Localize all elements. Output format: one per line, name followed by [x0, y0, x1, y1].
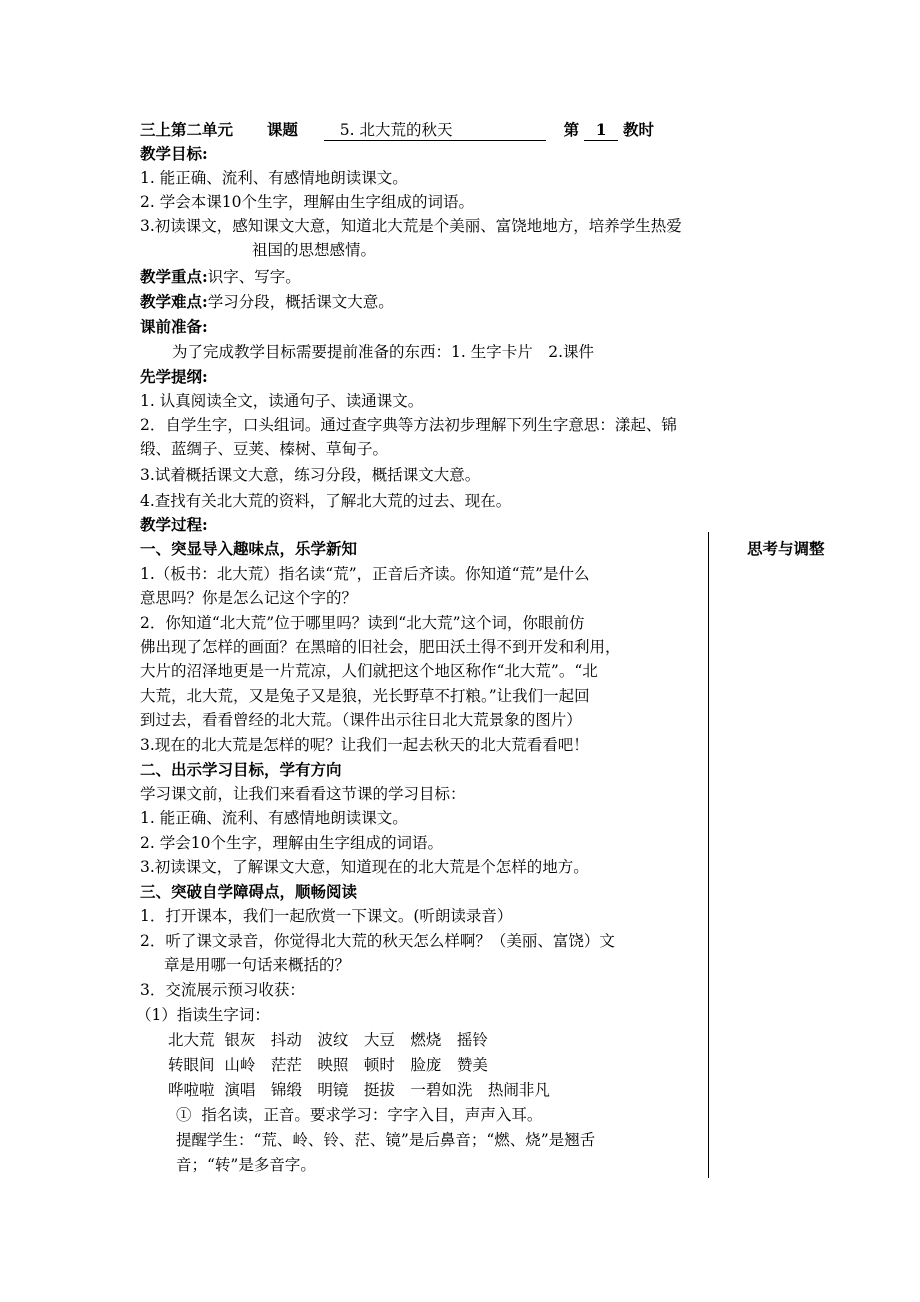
- objective-item: 1. 能正确、流利、有感情地朗读课文。: [140, 169, 408, 187]
- preparation-text: 为了完成教学目标需要提前准备的东西：1. 生字卡片 2.课件: [172, 343, 595, 361]
- preparation-heading: 课前准备:: [140, 317, 208, 336]
- objective-item: 3.初读课文，感知课文大意，知道北大荒是个美丽、富饶地地方，培养学生热爱: [140, 217, 682, 235]
- process-line: 学习课文前，让我们来看看这节课的学习目标：: [140, 785, 466, 803]
- objective-item-continued: 祖国的思想感情。: [252, 241, 377, 259]
- process-line: 意思吗？你是怎么记这个字的？: [140, 589, 358, 607]
- topic-label: 课题: [266, 120, 298, 139]
- process-line: 大片的沼泽地更是一片荒凉，人们就把这个地区称作“北大荒”。“北: [140, 662, 598, 680]
- topic-field: [324, 120, 546, 141]
- period-suffix: 教时: [623, 120, 655, 139]
- vocabulary-row: 哗啦啦 演唱 锦缎 明镜 挺拔 一碧如洗 热闹非凡: [168, 1081, 550, 1099]
- process-line: 3．交流展示预习收获：: [140, 981, 305, 999]
- unit-label: 三上第二单元: [140, 120, 234, 139]
- process-line: 佛出现了怎样的画面？在黑暗的旧社会，肥田沃土得不到开发和利用，: [140, 638, 621, 656]
- objective-item: 2. 学会本课10个生字，理解由生字组成的词语。: [140, 193, 474, 211]
- preview-item: 3.试着概括课文大意，练习分段，概括课文大意。: [140, 466, 481, 484]
- process-line: 3.现在的北大荒是怎样的呢？让我们一起去秋天的北大荒看看吧！: [140, 736, 589, 754]
- process-line: 大荒，北大荒，又是兔子又是狼，光长野草不打粮。”让我们一起回: [140, 687, 590, 705]
- difficulty-label: 教学难点:: [140, 292, 208, 311]
- process-line: 提醒学生：“荒、岭、铃、茫、镜”是后鼻音；“燃、烧”是翘舌: [176, 1131, 596, 1149]
- period-prefix: 第: [563, 120, 580, 139]
- process-line: 1.（板书：北大荒）指名读“荒”，正音后齐读。你知道“荒”是什么: [140, 565, 590, 583]
- reflection-column-heading: 思考与调整: [747, 539, 825, 558]
- process-line: 2．听了课文录音，你觉得北大荒的秋天怎么样啊？（美丽、富饶）文: [140, 932, 615, 950]
- difficulty-text: 学习分段，概括课文大意。: [207, 293, 394, 311]
- column-divider: [708, 532, 709, 1178]
- vocabulary-row: 转眼间 山岭 茫茫 映照 顿时 脸庞 赞美: [168, 1056, 488, 1074]
- preview-item: 2．自学生字，口头组词。通过查字典等方法初步理解下列生字意思：漾起、锦: [140, 416, 677, 434]
- vocabulary-row: 北大荒 银灰 抖动 波纹 大豆 燃烧 摇铃: [168, 1031, 488, 1049]
- objectives-heading: 教学目标:: [140, 144, 208, 163]
- section-heading: 二、出示学习目标，学有方向: [140, 760, 342, 779]
- process-heading: 教学过程:: [140, 515, 208, 534]
- process-line: 到过去，看看曾经的北大荒。（课件出示往日北大荒景象的图片）: [140, 711, 582, 729]
- process-line: 1. 能正确、流利、有感情地朗读课文。: [140, 809, 408, 827]
- process-line: 1．打开课本，我们一起欣赏一下课文。(听朗读录音）: [140, 907, 513, 925]
- process-line: 3.初读课文，了解课文大意，知道现在的北大荒是个怎样的地方。: [140, 858, 589, 876]
- section-heading: 三、突破自学障碍点，顺畅阅读: [140, 882, 358, 901]
- topic-title: 5. 北大荒的秋天: [339, 121, 453, 139]
- preview-item: 1. 认真阅读全文，读通句子、读通课文。: [140, 392, 424, 410]
- process-line: 2．你知道“北大荒”位于哪里吗？读到“北大荒”这个词，你眼前仿: [140, 614, 585, 632]
- preview-heading: 先学提纲:: [140, 367, 208, 386]
- header-row: [140, 118, 654, 142]
- key-point-row: [140, 265, 301, 289]
- process-line: ① 指名读，正音。要求学习：字字入目，声声入耳。: [176, 1106, 543, 1124]
- preview-item-continued: 缎、蓝绸子、豆荚、榛树、草甸子。: [140, 440, 389, 458]
- process-line: 2. 学会10个生字，理解由生字组成的词语。: [140, 834, 443, 852]
- key-point-label: 教学重点:: [140, 267, 208, 286]
- section-heading: 一、突显导入趣味点，乐学新知: [140, 539, 358, 558]
- preview-item: 4.查找有关北大荒的资料，了解北大荒的过去、现在。: [140, 492, 512, 510]
- key-point-text: 识字、写字。: [207, 268, 301, 286]
- process-line: （1）指读生字词：: [136, 1006, 270, 1024]
- process-line-continued: 章是用哪一句话来概括的？: [164, 956, 351, 974]
- difficulty-row: [140, 290, 394, 314]
- period-number: 1: [584, 120, 618, 141]
- process-line-continued: 音；“转”是多音字。: [176, 1156, 316, 1174]
